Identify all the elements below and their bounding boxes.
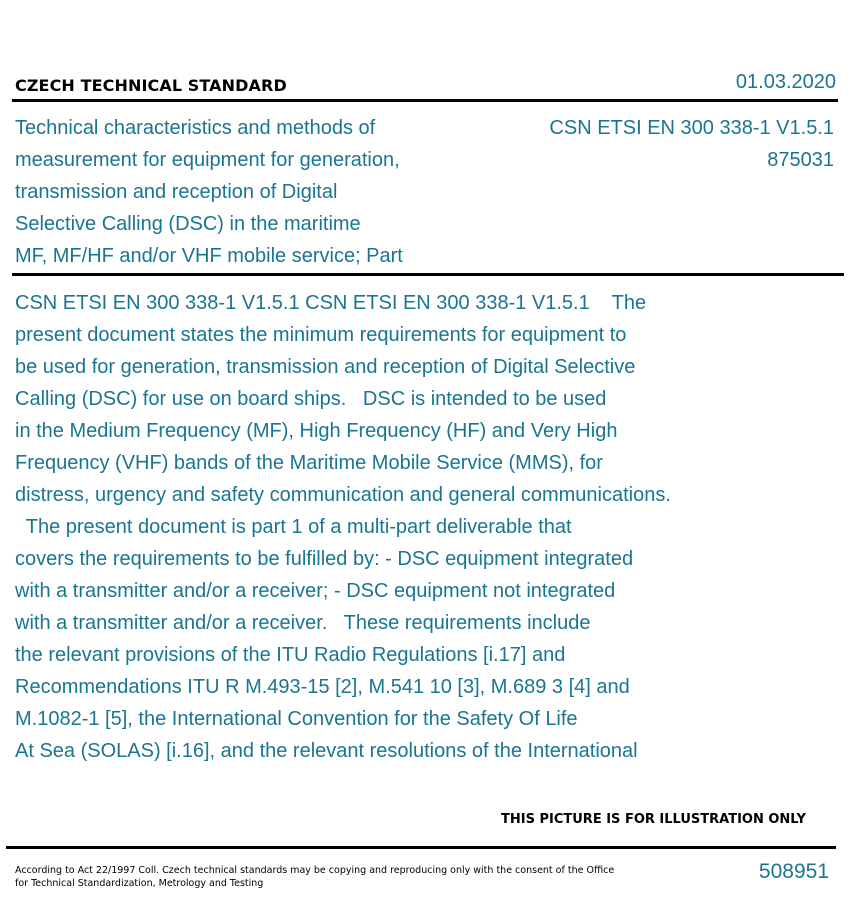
- abstract-line: CSN ETSI EN 300 338-1 V1.5.1 CSN ETSI EN 300 338-1 V1.5.1 The: [15, 292, 647, 314]
- title-divider: [12, 273, 844, 276]
- abstract-line: The present document is part 1 of a multi-part deliverable that: [15, 516, 572, 538]
- standard-title-line: measurement for equipment for generation,: [15, 149, 400, 171]
- abstract-line: M.1082-1 [5], the International Convention for the Safety Of Life: [15, 708, 578, 730]
- footer-divider: [6, 846, 836, 849]
- abstract-line: in the Medium Frequency (MF), High Frequency (HF) and Very High: [15, 420, 618, 442]
- abstract-line: distress, urgency and safety communication and general communications.: [15, 484, 671, 506]
- standard-title-line: MF, MF/HF and/or VHF mobile service; Part: [15, 245, 403, 267]
- illustration-notice: THIS PICTURE IS FOR ILLUSTRATION ONLY: [501, 812, 806, 827]
- standard-identifier: [549, 112, 834, 176]
- publication-date: 01.03.2020: [735, 71, 836, 93]
- standard-title-line: Technical characteristics and methods of: [15, 117, 376, 139]
- abstract-line: Frequency (VHF) bands of the Maritime Mobile Service (MMS), for: [15, 452, 603, 474]
- footer-code: 508951: [758, 860, 829, 883]
- legal-notice-line: According to Act 22/1997 Coll. Czech technical standards may be copying and reproducing only with the consent of the Office: [15, 865, 615, 876]
- abstract-line: Recommendations ITU R M.493-15 [2], M.541 10 [3], M.689 3 [4] and: [15, 676, 630, 698]
- document-type-heading: CZECH TECHNICAL STANDARD: [15, 76, 287, 95]
- abstract-line: with a transmitter and/or a receiver; - DSC equipment not integrated: [15, 580, 616, 602]
- abstract-line: Calling (DSC) for use on board ships. DSC is intended to be used: [15, 388, 607, 410]
- abstract-line: the relevant provisions of the ITU Radio Regulations [i.17] and: [15, 644, 566, 666]
- catalog-number: 875031: [767, 149, 834, 171]
- legal-notice-line: for Technical Standardization, Metrology and Testing: [15, 878, 264, 889]
- abstract-text: [15, 287, 845, 767]
- header-divider: [12, 99, 838, 102]
- standard-code: CSN ETSI EN 300 338-1 V1.5.1: [549, 117, 834, 139]
- standard-title-line: transmission and reception of Digital: [15, 181, 338, 203]
- standard-title-line: Selective Calling (DSC) in the maritime: [15, 213, 361, 235]
- abstract-line: covers the requirements to be fulfilled by: - DSC equipment integrated: [15, 548, 634, 570]
- abstract-line: At Sea (SOLAS) [i.16], and the relevant resolutions of the International: [15, 740, 638, 762]
- legal-notice: [15, 864, 614, 890]
- abstract-line: with a transmitter and/or a receiver. These requirements include: [15, 612, 591, 634]
- abstract-line: present document states the minimum requirements for equipment to: [15, 324, 627, 346]
- abstract-line: be used for generation, transmission and reception of Digital Selective: [15, 356, 636, 378]
- standard-title: [15, 112, 455, 272]
